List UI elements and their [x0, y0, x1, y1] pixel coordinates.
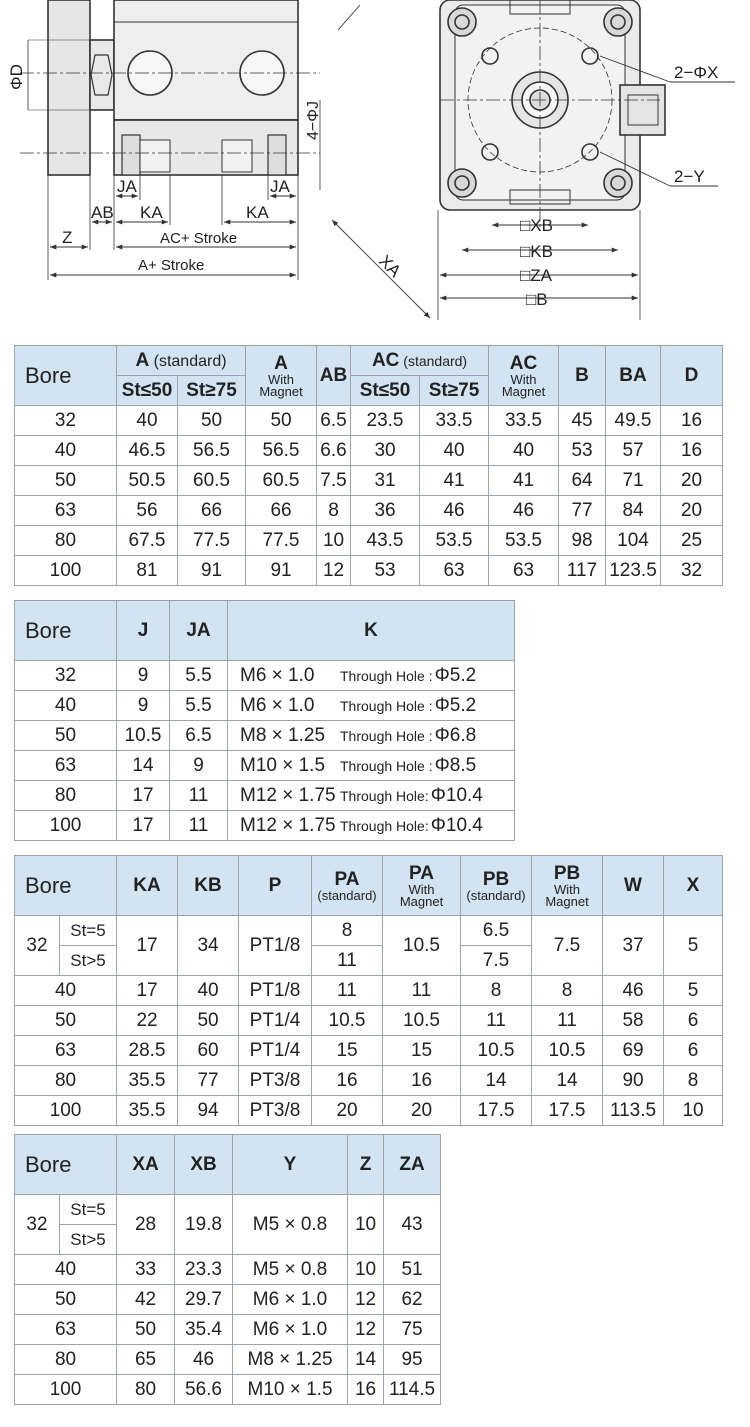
cell-ab: 10 — [317, 526, 351, 556]
cell-y: M5 × 0.8 — [233, 1255, 348, 1285]
header-a-st-le50: St≤50 — [117, 376, 178, 406]
cell-za: 114.5 — [384, 1375, 441, 1405]
header-ac-with-magnet: AC With Magnet — [489, 346, 559, 406]
cell-pb-standard: 6.5 — [461, 916, 532, 946]
header-x: X — [664, 856, 723, 916]
cell-p: PT1/4 — [239, 1036, 312, 1066]
header-z: Z — [348, 1135, 384, 1195]
cell-ka: 35.5 — [117, 1066, 178, 1096]
cell-pb-with-magnet: 17.5 — [532, 1096, 603, 1126]
cell-pb-with-magnet: 14 — [532, 1066, 603, 1096]
cell-pa-standard: 10.5 — [312, 1006, 383, 1036]
cell-bore: 100 — [15, 556, 117, 586]
cell-pa-standard: 16 — [312, 1066, 383, 1096]
cell-pa-standard: 11 — [312, 976, 383, 1006]
cell-stroke-condition: St=5 — [60, 916, 117, 946]
header-bore: Bore — [15, 601, 117, 661]
cell-ac-with-magnet: 33.5 — [489, 406, 559, 436]
cell-pb-with-magnet: 10.5 — [532, 1036, 603, 1066]
k-through-hole-diameter: Φ6.8 — [434, 724, 477, 746]
cell-j: 14 — [117, 751, 170, 781]
header-b: B — [559, 346, 606, 406]
cell-bore: 32 — [15, 406, 117, 436]
header-ab: AB — [317, 346, 351, 406]
cell-x: 6 — [664, 1036, 723, 1066]
cell-ac-st-ge75: 33.5 — [420, 406, 489, 436]
cylinder-dimension-drawing — [0, 0, 750, 330]
k-thread: M12 × 1.75 — [240, 814, 336, 836]
table-row — [15, 781, 515, 811]
label-phi-d: ΦD — [7, 64, 26, 90]
cell-x: 8 — [664, 1066, 723, 1096]
label-ab: AB — [91, 203, 114, 222]
cell-p: PT3/8 — [239, 1066, 312, 1096]
cell-kb: 60 — [178, 1036, 239, 1066]
cell-y: M8 × 1.25 — [233, 1345, 348, 1375]
header-pb-with-magnet: PB With Magnet — [532, 856, 603, 916]
label-2-phi-x: 2−ΦX — [674, 63, 719, 82]
label-4-phi-j: 4−ΦJ — [305, 100, 322, 140]
table-row — [15, 1066, 723, 1096]
cell-a-st-le50: 56 — [117, 496, 178, 526]
cell-ba: 71 — [606, 466, 661, 496]
cell-z: 12 — [348, 1285, 384, 1315]
header-ac-st-ge75: St≥75 — [420, 376, 489, 406]
cell-j: 17 — [117, 811, 170, 841]
table-row — [15, 1315, 441, 1345]
cell-xa: 42 — [117, 1285, 175, 1315]
cell-pb-standard: 14 — [461, 1066, 532, 1096]
cell-ba: 84 — [606, 496, 661, 526]
dimension-table-ka-x — [14, 855, 723, 1126]
cell-a-with-magnet: 91 — [246, 556, 317, 586]
cell-pa-standard: 15 — [312, 1036, 383, 1066]
cell-bore: 80 — [15, 1345, 117, 1375]
cell-d: 16 — [661, 436, 723, 466]
cell-xb: 19.8 — [175, 1195, 233, 1255]
cell-b: 45 — [559, 406, 606, 436]
label-b: □B — [526, 290, 548, 309]
cell-stroke-condition: St>5 — [60, 1225, 117, 1255]
table-row — [15, 1255, 441, 1285]
label-ka-right: KA — [246, 203, 269, 222]
cell-ab: 12 — [317, 556, 351, 586]
cell-pb-with-magnet: 11 — [532, 1006, 603, 1036]
cell-ba: 123.5 — [606, 556, 661, 586]
cell-xa: 65 — [117, 1345, 175, 1375]
table-row — [15, 1036, 723, 1066]
table-row — [15, 1285, 441, 1315]
cell-a-with-magnet: 77.5 — [246, 526, 317, 556]
cell-p: PT3/8 — [239, 1096, 312, 1126]
dimension-table-j-k — [14, 600, 515, 841]
header-bore: Bore — [15, 346, 117, 406]
cell-bore: 40 — [15, 436, 117, 466]
cell-ba: 49.5 — [606, 406, 661, 436]
cell-w: 90 — [603, 1066, 664, 1096]
cell-k — [228, 691, 515, 721]
cell-ac-st-le50: 23.5 — [351, 406, 420, 436]
cell-a-st-ge75: 60.5 — [178, 466, 246, 496]
cell-k — [228, 661, 515, 691]
cell-pb-standard: 10.5 — [461, 1036, 532, 1066]
table-row — [15, 1375, 441, 1405]
cell-kb: 77 — [178, 1066, 239, 1096]
k-through-hole-label: Through Hole : — [340, 757, 433, 774]
k-through-hole-label: Through Hole : — [340, 697, 433, 714]
cell-bore: 32 — [15, 916, 60, 976]
cell-ja: 11 — [170, 781, 228, 811]
cell-a-with-magnet: 60.5 — [246, 466, 317, 496]
cell-stroke-condition: St>5 — [60, 946, 117, 976]
cell-xb: 56.6 — [175, 1375, 233, 1405]
cell-w: 113.5 — [603, 1096, 664, 1126]
cell-bore: 50 — [15, 466, 117, 496]
cell-kb: 40 — [178, 976, 239, 1006]
cell-bore: 40 — [15, 691, 117, 721]
header-pa-standard: PA (standard) — [312, 856, 383, 916]
cell-xb: 46 — [175, 1345, 233, 1375]
header-kb: KB — [178, 856, 239, 916]
cell-x: 5 — [664, 976, 723, 1006]
cell-bore: 100 — [15, 811, 117, 841]
cell-ac-with-magnet: 40 — [489, 436, 559, 466]
cell-d: 20 — [661, 496, 723, 526]
cell-a-with-magnet: 66 — [246, 496, 317, 526]
header-y: Y — [233, 1135, 348, 1195]
cell-ba: 57 — [606, 436, 661, 466]
cell-b: 77 — [559, 496, 606, 526]
table-row — [15, 916, 723, 946]
label-xb: □XB — [520, 216, 553, 235]
cell-bore: 50 — [15, 721, 117, 751]
cell-bore: 80 — [15, 1066, 117, 1096]
cell-ab: 6.5 — [317, 406, 351, 436]
cell-p: PT1/8 — [239, 916, 312, 976]
cell-a-with-magnet: 56.5 — [246, 436, 317, 466]
label-a-stroke: A+ Stroke — [138, 257, 205, 274]
cell-ac-st-le50: 30 — [351, 436, 420, 466]
table-row — [15, 406, 723, 436]
header-bore: Bore — [15, 1135, 117, 1195]
cell-w: 37 — [603, 916, 664, 976]
k-through-hole-diameter: Φ8.5 — [434, 754, 477, 776]
cell-bore: 40 — [15, 976, 117, 1006]
cell-ka: 22 — [117, 1006, 178, 1036]
cell-y: M5 × 0.8 — [233, 1195, 348, 1255]
cell-b: 117 — [559, 556, 606, 586]
cell-bore: 40 — [15, 1255, 117, 1285]
cell-xb: 23.3 — [175, 1255, 233, 1285]
cell-xa: 28 — [117, 1195, 175, 1255]
header-ja: JA — [170, 601, 228, 661]
cell-pb-standard: 7.5 — [461, 946, 532, 976]
cell-pb-with-magnet: 8 — [532, 976, 603, 1006]
cell-d: 16 — [661, 406, 723, 436]
cell-j: 17 — [117, 781, 170, 811]
table-row — [15, 436, 723, 466]
cell-x: 5 — [664, 916, 723, 976]
k-through-hole-diameter: Φ5.2 — [434, 664, 477, 686]
cell-bore: 63 — [15, 1315, 117, 1345]
header-xa: XA — [117, 1135, 175, 1195]
cell-pa-with-magnet: 10.5 — [383, 916, 461, 976]
cell-pb-standard: 11 — [461, 1006, 532, 1036]
table-row — [15, 661, 515, 691]
cell-bore: 63 — [15, 1036, 117, 1066]
table-row — [15, 976, 723, 1006]
label-ka-left: KA — [140, 203, 163, 222]
cell-p: PT1/8 — [239, 976, 312, 1006]
cell-ja: 5.5 — [170, 661, 228, 691]
cell-a-st-ge75: 91 — [178, 556, 246, 586]
cell-z: 10 — [348, 1195, 384, 1255]
header-ac-standard: AC (standard) — [351, 346, 489, 376]
table-row — [15, 1345, 441, 1375]
header-a-st-ge75: St≥75 — [178, 376, 246, 406]
dimension-table-xa-za — [14, 1134, 441, 1405]
cell-xb: 35.4 — [175, 1315, 233, 1345]
table-row — [15, 751, 515, 781]
cell-pa-with-magnet: 16 — [383, 1066, 461, 1096]
cell-za: 43 — [384, 1195, 441, 1255]
cell-ac-st-le50: 36 — [351, 496, 420, 526]
header-k: K — [228, 601, 515, 661]
cell-a-st-le50: 81 — [117, 556, 178, 586]
cell-ac-with-magnet: 53.5 — [489, 526, 559, 556]
cell-ac-st-ge75: 46 — [420, 496, 489, 526]
header-xb: XB — [175, 1135, 233, 1195]
label-kb: □KB — [520, 242, 553, 261]
cell-za: 62 — [384, 1285, 441, 1315]
cell-a-st-ge75: 66 — [178, 496, 246, 526]
cell-w: 58 — [603, 1006, 664, 1036]
cell-x: 10 — [664, 1096, 723, 1126]
cell-ab: 6.6 — [317, 436, 351, 466]
cell-p: PT1/4 — [239, 1006, 312, 1036]
cell-za: 95 — [384, 1345, 441, 1375]
cell-xa: 80 — [117, 1375, 175, 1405]
cell-k — [228, 781, 515, 811]
header-a-with-magnet: A With Magnet — [246, 346, 317, 406]
table-row — [15, 556, 723, 586]
cell-bore: 50 — [15, 1006, 117, 1036]
k-thread: M6 × 1.0 — [240, 664, 315, 686]
header-p: P — [239, 856, 312, 916]
table-row — [15, 1195, 441, 1225]
cell-x: 6 — [664, 1006, 723, 1036]
cell-k — [228, 751, 515, 781]
cell-bore: 50 — [15, 1285, 117, 1315]
cell-ac-st-ge75: 40 — [420, 436, 489, 466]
cell-xa: 33 — [117, 1255, 175, 1285]
cell-a-st-le50: 46.5 — [117, 436, 178, 466]
k-through-hole-label: Through Hole: — [340, 817, 429, 834]
cell-a-st-ge75: 50 — [178, 406, 246, 436]
label-ac-stroke: AC+ Stroke — [160, 230, 238, 247]
label-za: □ZA — [520, 266, 552, 285]
cell-a-st-ge75: 77.5 — [178, 526, 246, 556]
cell-z: 10 — [348, 1255, 384, 1285]
k-thread: M8 × 1.25 — [240, 724, 326, 746]
cell-b: 64 — [559, 466, 606, 496]
cell-bore: 100 — [15, 1096, 117, 1126]
k-thread: M6 × 1.0 — [240, 694, 315, 716]
cell-ka: 17 — [117, 916, 178, 976]
cell-z: 12 — [348, 1315, 384, 1345]
cell-ab: 8 — [317, 496, 351, 526]
cell-ac-st-le50: 43.5 — [351, 526, 420, 556]
cell-bore: 80 — [15, 526, 117, 556]
cell-d: 32 — [661, 556, 723, 586]
cell-za: 75 — [384, 1315, 441, 1345]
k-thread: M10 × 1.5 — [240, 754, 326, 776]
cell-ka: 35.5 — [117, 1096, 178, 1126]
table-row — [15, 466, 723, 496]
table-row — [15, 526, 723, 556]
cell-ba: 104 — [606, 526, 661, 556]
cell-pa-standard: 8 — [312, 916, 383, 946]
cell-ac-with-magnet: 63 — [489, 556, 559, 586]
cell-ac-st-le50: 31 — [351, 466, 420, 496]
cell-y: M6 × 1.0 — [233, 1315, 348, 1345]
cell-pb-standard: 8 — [461, 976, 532, 1006]
cell-pa-with-magnet: 20 — [383, 1096, 461, 1126]
header-a-standard: A (standard) — [117, 346, 246, 376]
cell-ja: 6.5 — [170, 721, 228, 751]
cell-y: M6 × 1.0 — [233, 1285, 348, 1315]
cell-d: 25 — [661, 526, 723, 556]
k-through-hole-diameter: Φ10.4 — [430, 784, 483, 806]
cell-kb: 94 — [178, 1096, 239, 1126]
cell-bore: 63 — [15, 496, 117, 526]
table-row — [15, 811, 515, 841]
cell-ja: 9 — [170, 751, 228, 781]
header-j: J — [117, 601, 170, 661]
cell-ja: 5.5 — [170, 691, 228, 721]
cell-a-st-le50: 50.5 — [117, 466, 178, 496]
cell-z: 16 — [348, 1375, 384, 1405]
k-through-hole-label: Through Hole : — [340, 667, 433, 684]
label-z: Z — [62, 228, 73, 247]
cell-k — [228, 811, 515, 841]
cell-pa-standard: 11 — [312, 946, 383, 976]
k-through-hole-diameter: Φ10.4 — [430, 814, 483, 836]
cell-pa-with-magnet: 15 — [383, 1036, 461, 1066]
k-through-hole-diameter: Φ5.2 — [434, 694, 477, 716]
cell-kb: 50 — [178, 1006, 239, 1036]
cell-a-with-magnet: 50 — [246, 406, 317, 436]
table-row — [15, 691, 515, 721]
cell-pa-with-magnet: 10.5 — [383, 1006, 461, 1036]
table-row — [15, 496, 723, 526]
cell-bore: 80 — [15, 781, 117, 811]
table-row — [15, 1096, 723, 1126]
cell-ac-st-ge75: 41 — [420, 466, 489, 496]
header-w: W — [603, 856, 664, 916]
k-thread: M12 × 1.75 — [240, 784, 336, 806]
cell-ac-with-magnet: 46 — [489, 496, 559, 526]
cell-ac-st-ge75: 63 — [420, 556, 489, 586]
cell-y: M10 × 1.5 — [233, 1375, 348, 1405]
cell-ka: 28.5 — [117, 1036, 178, 1066]
k-through-hole-label: Through Hole : — [340, 727, 433, 744]
cell-bore: 63 — [15, 751, 117, 781]
cell-ja: 11 — [170, 811, 228, 841]
cell-j: 10.5 — [117, 721, 170, 751]
label-ja-left: JA — [117, 177, 137, 196]
header-za: ZA — [384, 1135, 441, 1195]
header-pb-standard: PB (standard) — [461, 856, 532, 916]
cell-z: 14 — [348, 1345, 384, 1375]
cell-k — [228, 721, 515, 751]
cell-pb-with-magnet: 7.5 — [532, 916, 603, 976]
cell-kb: 34 — [178, 916, 239, 976]
header-ka: KA — [117, 856, 178, 916]
header-ba: BA — [606, 346, 661, 406]
cell-j: 9 — [117, 691, 170, 721]
cell-ac-st-ge75: 53.5 — [420, 526, 489, 556]
cell-b: 53 — [559, 436, 606, 466]
label-xa: XA — [375, 251, 405, 281]
cell-pa-standard: 20 — [312, 1096, 383, 1126]
k-through-hole-label: Through Hole: — [340, 787, 429, 804]
header-d: D — [661, 346, 723, 406]
header-bore: Bore — [15, 856, 117, 916]
header-pa-with-magnet: PA With Magnet — [383, 856, 461, 916]
cell-xa: 50 — [117, 1315, 175, 1345]
table-row — [15, 1006, 723, 1036]
cell-ab: 7.5 — [317, 466, 351, 496]
cell-za: 51 — [384, 1255, 441, 1285]
cell-b: 98 — [559, 526, 606, 556]
dimension-table-a-ac — [14, 345, 723, 586]
label-ja-right: JA — [270, 177, 290, 196]
cell-ka: 17 — [117, 976, 178, 1006]
label-2-y: 2−Y — [674, 167, 705, 186]
cell-a-st-ge75: 56.5 — [178, 436, 246, 466]
cell-w: 46 — [603, 976, 664, 1006]
cell-xb: 29.7 — [175, 1285, 233, 1315]
cell-a-st-le50: 40 — [117, 406, 178, 436]
header-ac-st-le50: St≤50 — [351, 376, 420, 406]
cell-w: 69 — [603, 1036, 664, 1066]
cell-bore: 100 — [15, 1375, 117, 1405]
cell-d: 20 — [661, 466, 723, 496]
cell-j: 9 — [117, 661, 170, 691]
cell-ac-with-magnet: 41 — [489, 466, 559, 496]
cell-stroke-condition: St=5 — [60, 1195, 117, 1225]
table-row — [15, 721, 515, 751]
cell-a-st-le50: 67.5 — [117, 526, 178, 556]
cell-ac-st-le50: 53 — [351, 556, 420, 586]
cell-bore: 32 — [15, 1195, 60, 1255]
cell-pa-with-magnet: 11 — [383, 976, 461, 1006]
cell-bore: 32 — [15, 661, 117, 691]
cell-pb-standard: 17.5 — [461, 1096, 532, 1126]
